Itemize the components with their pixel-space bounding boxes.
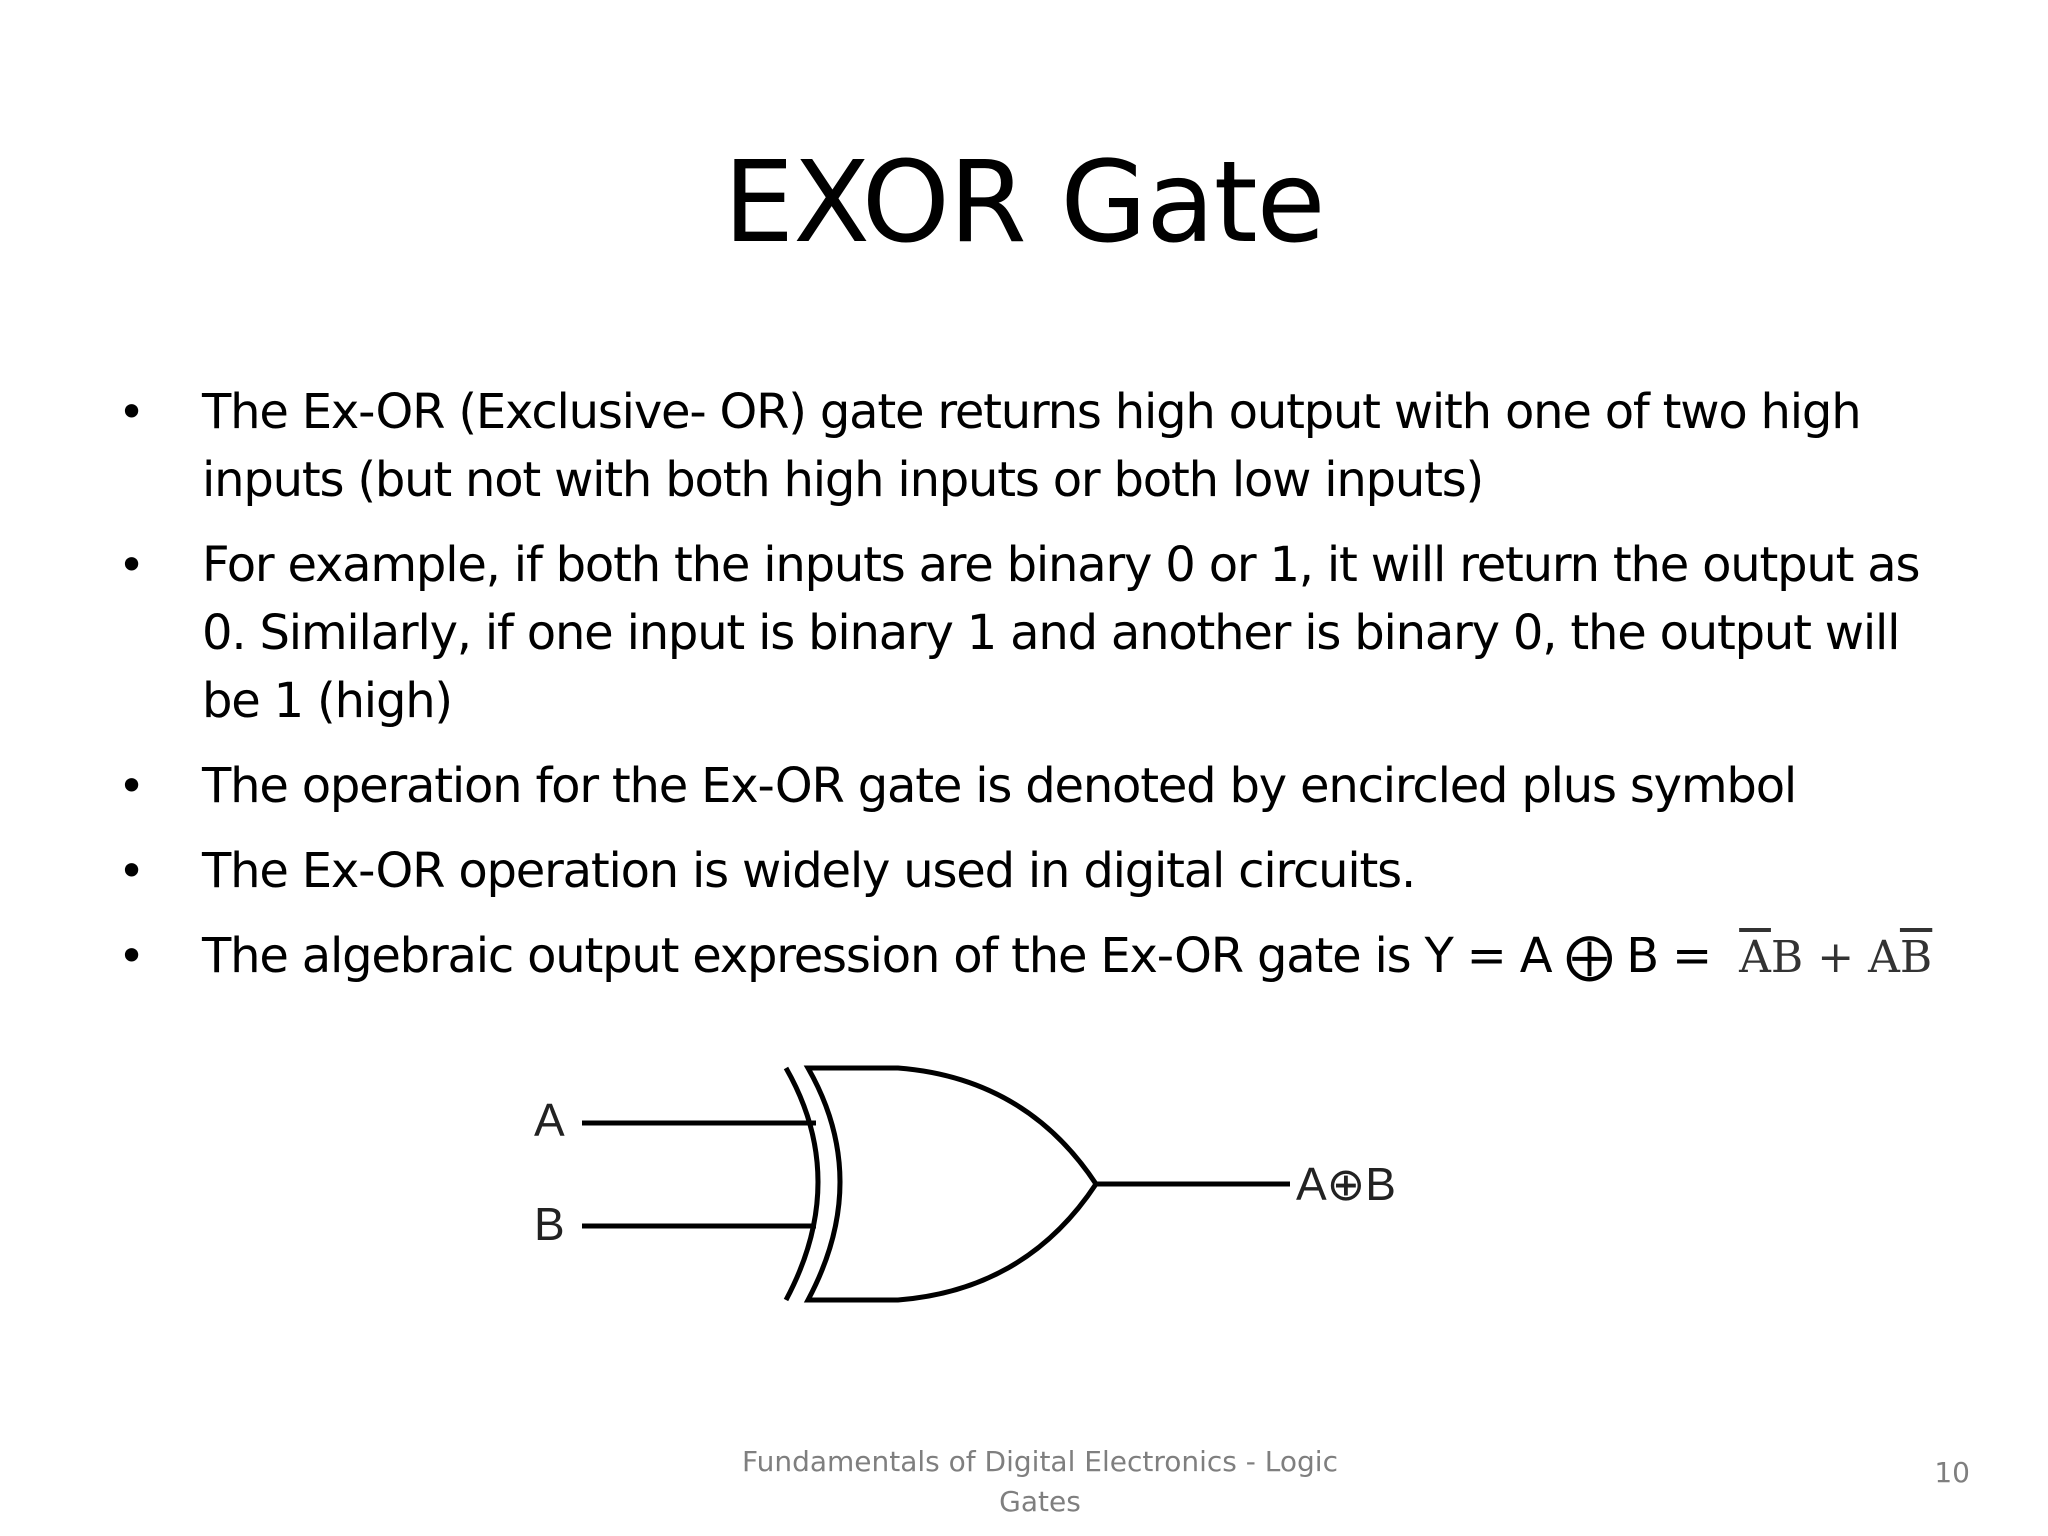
page-number: 10 [1934,1456,1970,1489]
bullet-text: The Ex-OR (Exclusive- OR) gate returns high output with one of two high inputs (but not with both high inputs or both low inputs) [202,384,1861,508]
bullet-item [118,922,1938,992]
input-a-label: A [534,1094,565,1146]
output-label: A⊕B [1296,1158,1396,1210]
formula-a: A [1868,932,1900,983]
formula-b-bar: $\overline{B}$ [1899,932,1933,983]
bullet-marker: • [118,385,144,439]
bullet-item [118,378,1938,514]
xor-gate-body [808,1068,1096,1300]
bullet-text: For example, if both the inputs are binary 0 or 1, it will return the output as 0. Similarly, if one input is binary 1 and another is binary 0, the output will be 1 (high) [202,537,1920,729]
formula-a-bar: $\overline{A}$ [1739,932,1771,983]
input-b-label: B [534,1198,565,1250]
footer-text: Fundamentals of Digital Electronics - Logic Gates [742,1445,1338,1518]
xor-formula [1739,932,1932,983]
formula-plus: + [1817,932,1855,983]
bullet-item [118,531,1938,735]
bullet-text: The Ex-OR operation is widely used in digital circuits. [202,843,1416,899]
xor-input-curve [786,1068,818,1300]
bullet-item [118,752,1938,820]
bullet-marker: • [118,759,144,813]
bullet-text: The operation for the Ex-OR gate is denoted by encircled plus symbol [202,758,1796,814]
formula-b: B [1770,932,1804,983]
bullet-text: The algebraic output expression of the Ex-OR gate is Y = A ⨁ B = [202,928,1712,984]
bullet-marker: • [118,929,144,983]
slide-title: EXOR Gate [723,138,1325,268]
xor-gate-diagram [520,1050,1460,1340]
bullet-list [118,378,1938,1009]
bullet-item [118,837,1938,905]
bullet-marker: • [118,538,144,592]
bullet-marker: • [118,844,144,898]
